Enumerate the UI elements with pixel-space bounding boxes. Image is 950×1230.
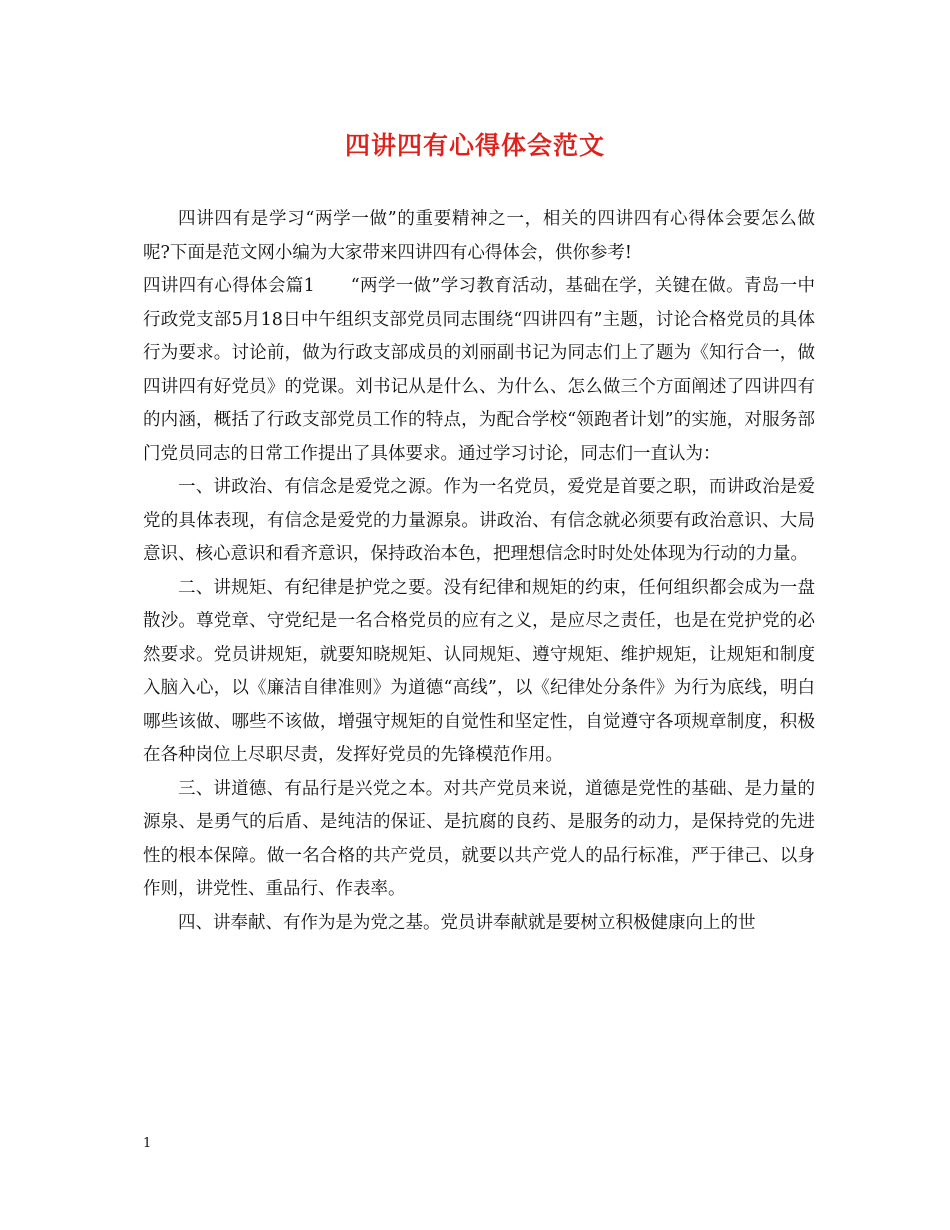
paragraph-point-1: 一、讲政治、有信念是爱党之源。作为一名党员，爱党是首要之职，而讲政治是爱党的具体表现，有信念是爱党的力量源泉。讲政治、有信念就必须要有政治意识、大局意识、核心意识和看齐意识，保持政治本色，把理想信念时时处处体现为行动的力量。 bbox=[143, 477, 815, 564]
paragraph-intro: 四讲四有是学习“两学一做”的重要精神之一，相关的四讲四有心得体会要怎么做呢?下面是范文网小编为大家带来四讲四有心得体会，供你参考! bbox=[143, 209, 815, 263]
document-body bbox=[143, 203, 815, 940]
paragraph-point-4: 四、讲奉献、有作为是为党之基。党员讲奉献就是要树立积极健康向上的世 bbox=[178, 912, 756, 933]
page-number: 1 bbox=[143, 1136, 152, 1151]
document-title: 四讲四有心得体会范文 bbox=[344, 131, 605, 160]
paragraph-point-3: 三、讲道德、有品行是兴党之本。对共产党员来说，道德是党性的基础、是力量的源泉、是勇气的后盾、是纯洁的保证、是抗腐的良药、是服务的动力，是保持党的先进性的根本保障。做一名合格的共产党员，就要以共产党人的品行标准，严于律己、以身作则，讲党性、重品行、作表率。 bbox=[143, 778, 815, 899]
paragraph-article-1: 四讲四有心得体会篇1 “两学一做”学习教育活动，基础在学，关键在做。青岛一中行政党支部5月18日中午组织支部党员同志围绕“四讲四有”主题，讨论合格党员的具体行为要求。讨论前，做为行政支部成员的刘丽副书记为同志们上了题为《知行合一，做四讲四有好党员》的党课。刘书记从是什么、为什么、怎么做三个方面阐述了四讲四有的内涵，概括了行政支部党员工作的特点，为配合学校“领跑者计划”的实施，对服务部门党员同志的日常工作提出了具体要求。通过学习讨论，同志们一直认为： bbox=[143, 276, 815, 464]
paragraph-point-2: 二、讲规矩、有纪律是护党之要。没有纪律和规矩的约束，任何组织都会成为一盘散沙。尊党章、守党纪是一名合格党员的应有之义，是应尽之责任，也是在党护党的必然要求。党员讲规矩，就要知晓规矩、认同规矩、遵守规矩、维护规矩，让规矩和制度入脑入心，以《廉洁自律准则》为道德“高线”，以《纪律处分条件》为行为底线，明白哪些该做、哪些不该做，增强守规矩的自觉性和坚定性，自觉遵守各项规章制度，积极在各种岗位上尽职尽责，发挥好党员的先锋模范作用。 bbox=[143, 577, 815, 765]
